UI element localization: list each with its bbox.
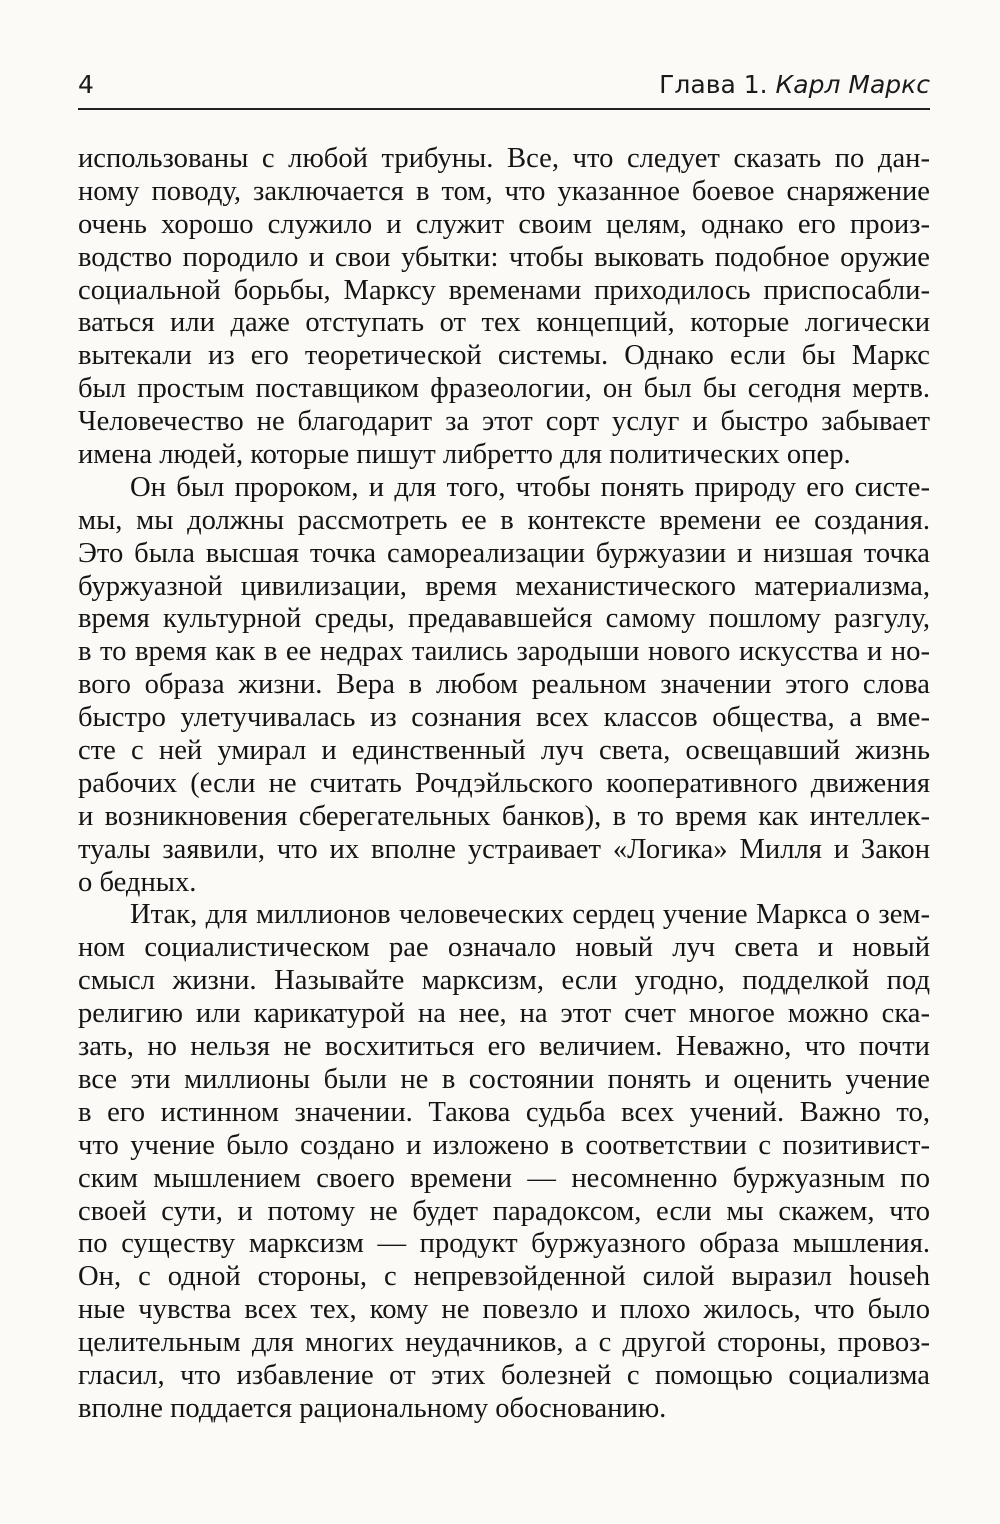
text-line: ским мышлением своего времени — несомненно буржуазным по [78,1162,930,1194]
text-line: религию или карикатурой на нее, на этот счет многое можно ска- [78,998,930,1030]
chapter-name: Карл Маркс [775,70,930,99]
text-line: вытекали из его теоретической системы. Однако если бы Маркс [78,340,930,372]
paragraph [78,143,930,472]
text-line: и возникновения сберегательных банков), в то время как интеллек- [78,800,930,832]
text-line: ному поводу, заключается в том, что указанное боевое снаряжение [78,175,930,207]
text-line: быстро улетучивалась из сознания всех классов общества, а вме- [78,702,930,734]
text-line: Итак, для миллионов человеческих сердец учение Маркса о зем- [130,899,930,931]
text-line: смысл жизни. Называйте марксизм, если угодно, подделкой под [78,965,930,997]
text-line: вого образа жизни. Вера в любом реальном значении этого слова [78,669,930,701]
header-rule [78,108,930,110]
paragraph [78,472,930,900]
text-line: водство породило и свои убытки: чтобы выковать подобное оружие [78,241,930,273]
text-line: сте с ней умирал и единственный луч света, освещавший жизнь [78,735,930,767]
text-line: в его истинном значении. Такова судьба всех учений. Важно то, [78,1096,930,1128]
text-line: ные чувства всех тех, кому не повезло и плохо жилось, что было [78,1294,930,1326]
text-line: в то время как в ее недрах таились зародыши нового искусства и но- [78,636,930,668]
text-line: мы, мы должны рассмотреть ее в контексте времени ее создания. [78,504,930,536]
text-line: что учение было создано и изложено в соответствии с позитивист- [78,1129,930,1161]
text-line: Человечество не благодарит за этот сорт услуг и быстро забывает [78,406,930,438]
text-line: использованы с любой трибуны. Все, что следует сказать по дан- [78,143,930,174]
text-line: ваться или даже отступать от тех концепций, которые логически [78,307,930,339]
text-line: туалы заявили, что их вполне устраивает «Логика» Милля и Закон [78,833,930,865]
paragraph [78,899,930,1425]
text-line: очень хорошо служило и служит своим целям, однако его произ- [78,208,930,240]
text-line: по существу марксизм — продукт буржуазного образа мышления. [78,1228,930,1260]
page-number: 4 [78,70,94,99]
text-line: зать, но нельзя не восхититься его величием. Неважно, что почти [78,1031,930,1063]
text-line: Он был пророком, и для того, чтобы понять природу его систе- [130,471,930,503]
text-line: был простым поставщиком фразеологии, он был бы сегодня мертв. [78,373,930,405]
text-line: своей сути, и потому не будет парадоксом, если мы скажем, что [78,1195,930,1227]
body-text [78,143,930,1426]
text-line: целительным для многих неудачников, а с другой стороны, провоз- [78,1327,930,1359]
text-line: имена людей, которые пишут либретто для политических опер. [78,439,851,471]
text-line: гласил, что избавление от этих болезней с помощью социализма [78,1359,930,1391]
text-line: ном социалистическом рае означало новый луч света и новый [78,932,930,964]
text-line: Он, с одной стороны, с непревзойденной силой выразил househ [78,1261,930,1293]
text-line: рабочих (если не считать Рочдэйльского кооперативного движения [78,767,930,799]
text-line: вполне поддается рациональному обоснованию. [78,1392,667,1424]
chapter-title [659,70,930,99]
text-line: о бедных. [78,866,197,898]
chapter-label: Глава 1. [659,70,768,99]
text-line: все эти миллионы были не в состоянии понять и оценить учение [78,1063,930,1095]
text-line: буржуазной цивилизации, время механистического материализма, [78,570,930,602]
text-line: Это была высшая точка самореализации буржуазии и низшая точка [78,537,930,569]
text-line: социальной борьбы, Марксу временами приходилось приспосабли- [78,274,930,306]
running-head [78,70,930,110]
text-line: время культурной среды, предававшейся самому пошлому разгулу, [78,603,930,635]
